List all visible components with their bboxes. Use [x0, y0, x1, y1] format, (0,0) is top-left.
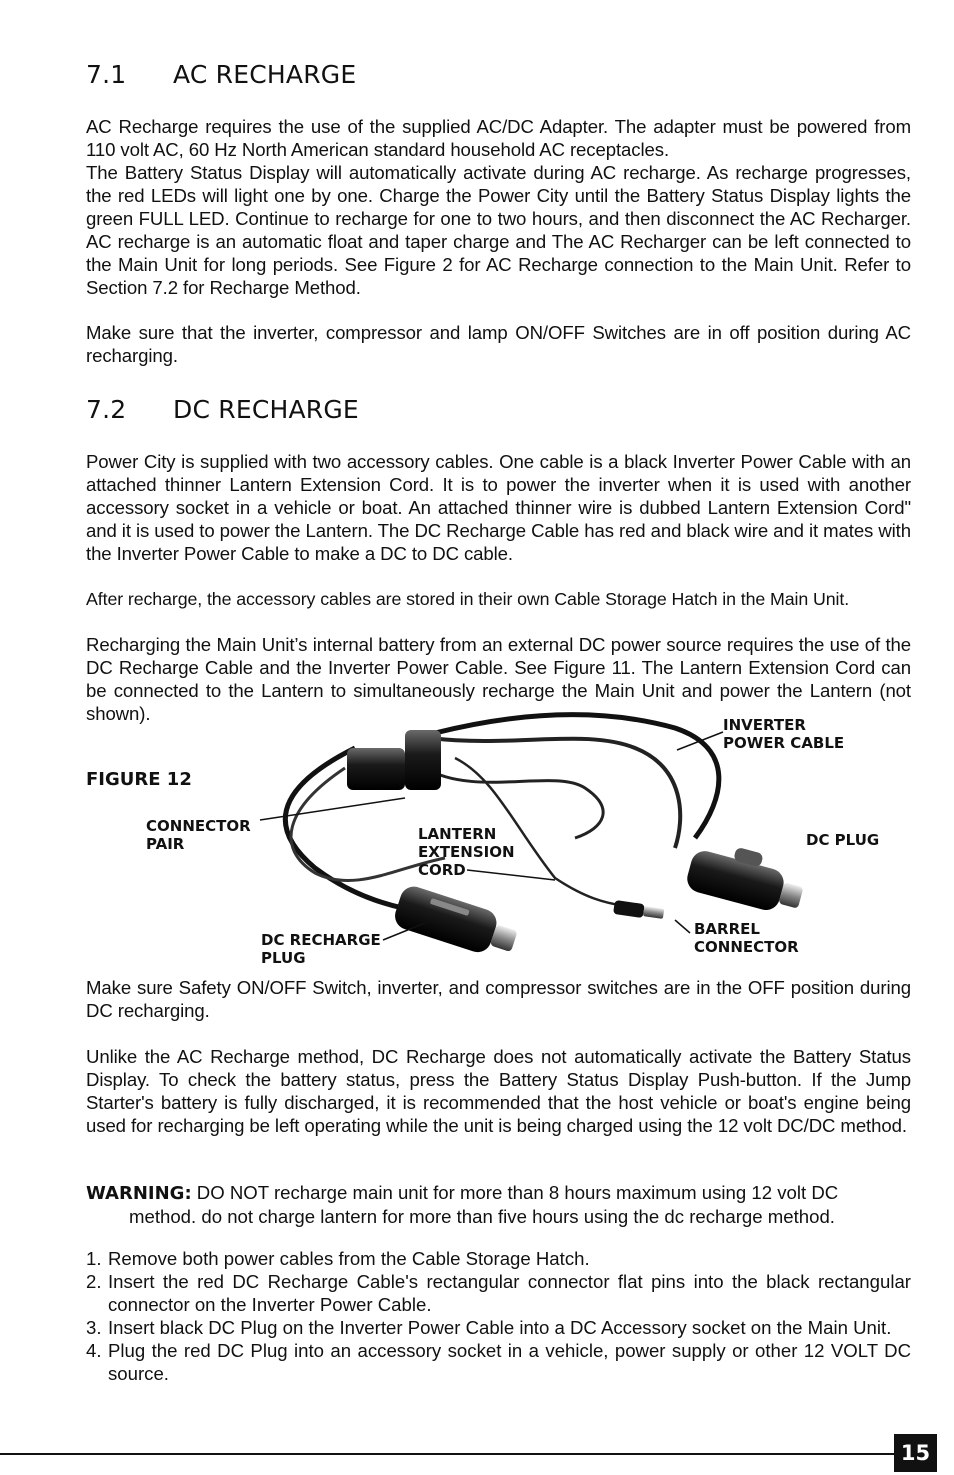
section-title: DC RECHARGE: [173, 395, 359, 424]
step-number: 1.: [86, 1248, 102, 1269]
warning-label: WARNING:: [86, 1183, 192, 1204]
page-number: 15: [894, 1434, 937, 1472]
warning-text-line1: DO NOT recharge main unit for more than 8 hours maximum using 12 volt DC: [191, 1182, 839, 1203]
callout-inverter-power-cable: INVERTER POWER CABLE: [723, 716, 845, 752]
step-number: 4.: [86, 1339, 102, 1361]
ac-paragraph-1: AC Recharge requires the use of the supplied AC/DC Adapter. The adapter must be powered from 110 volt AC, 60 Hz North American standard household AC receptacles.: [86, 116, 911, 160]
callout-connector-pair: CONNECTOR PAIR: [146, 817, 251, 853]
callout-lantern-extension-cord: LANTERN EXTENSION CORD: [418, 825, 515, 879]
callout-dc-recharge-plug: DC RECHARGE PLUG: [261, 931, 381, 967]
list-item: [86, 1271, 911, 1317]
section-heading-ac-recharge: [86, 60, 356, 89]
ac-paragraph-3: Make sure that the inverter, compressor and lamp ON/OFF Switches are in off position during AC recharging.: [86, 322, 911, 366]
dc-paragraph-5: Unlike the AC Recharge method, DC Recharge does not automatically activate the Battery Status Display. To check the battery status, press the Battery Status Display Push-button. If the Jump Starter's battery is fully discharged, it is recommended that the host vehicle or boat's engine being used for recharging be left operating while the unit is being charged using the 12 volt DC/DC method.: [86, 1046, 911, 1136]
section-heading-dc-recharge: [86, 395, 359, 424]
list-item: [86, 1317, 911, 1340]
dc-paragraph-4: Make sure Safety ON/OFF Switch, inverter, and compressor switches are in the OFF position during DC recharging.: [86, 977, 911, 1021]
step-text: Insert the red DC Recharge Cable's rectangular connector flat pins into the black rectangular connector on the Inverter Power Cable.: [108, 1270, 911, 1315]
section-number: 7.2: [86, 395, 127, 424]
step-text: Insert black DC Plug on the Inverter Power Cable into a DC Accessory socket on the Main Unit.: [108, 1316, 892, 1338]
ac-paragraph-2: The Battery Status Display will automatically activate during AC recharge. As recharge progresses, the red LEDs will light one by one. Charge the Power City until the Battery Status Display lights the green FULL LED. Continue to recharge for one to two hours, and then disconnect the AC Recharger. AC recharge is an automatic float and taper charge and The AC Recharger can be left connected to the Main Unit for long periods. See Figure 2 for AC Recharge connection to the Main Unit. Refer to Section 7.2 for Recharge Method.: [86, 162, 911, 298]
dc-paragraph-1: Power City is supplied with two accessory cables. One cable is a black Inverter Power Cable with an attached thinner Lantern Extension Cord. It is to power the inverter when it is used with another accessory socket in a vehicle or boat. An attached thinner wire is dubbed Lantern Extension Cord" and it is used to power the Lantern. The DC Recharge Cable has red and black wire and it mates with the Inverter Power Cable to make a DC to DC cable.: [86, 451, 911, 564]
list-item: [86, 1340, 911, 1386]
callout-dc-plug: DC PLUG: [806, 831, 880, 849]
callout-barrel-connector: BARREL CONNECTOR: [694, 920, 799, 956]
section-number: 7.1: [86, 60, 127, 89]
step-text: Plug the red DC Plug into an accessory socket in a vehicle, power supply or other 12 VOLT DC source.: [108, 1339, 911, 1384]
dc-paragraph-3: Recharging the Main Unit’s internal battery from an external DC power source requires the use of the DC Recharge Cable and the Inverter Power Cable. See Figure 11. The Lantern Extension Cord can be connected to the Lantern to simultaneously recharge the Main Unit and power the Lantern (not shown).: [86, 634, 911, 724]
figure-label: FIGURE 12: [86, 769, 192, 790]
warning-text-line2: method. do not charge lantern for more than five hours using the dc recharge method.: [129, 1206, 835, 1227]
step-text: Remove both power cables from the Cable Storage Hatch.: [108, 1248, 590, 1269]
warning-block: [86, 1181, 916, 1228]
section-title: AC RECHARGE: [173, 60, 357, 89]
list-item: [86, 1248, 911, 1271]
footer-rule: [0, 1453, 900, 1455]
steps-list: [86, 1248, 911, 1385]
step-number: 2.: [86, 1270, 102, 1292]
step-number: 3.: [86, 1316, 102, 1338]
dc-paragraph-2: After recharge, the accessory cables are stored in their own Cable Storage Hatch in the Main Unit.: [86, 589, 850, 609]
